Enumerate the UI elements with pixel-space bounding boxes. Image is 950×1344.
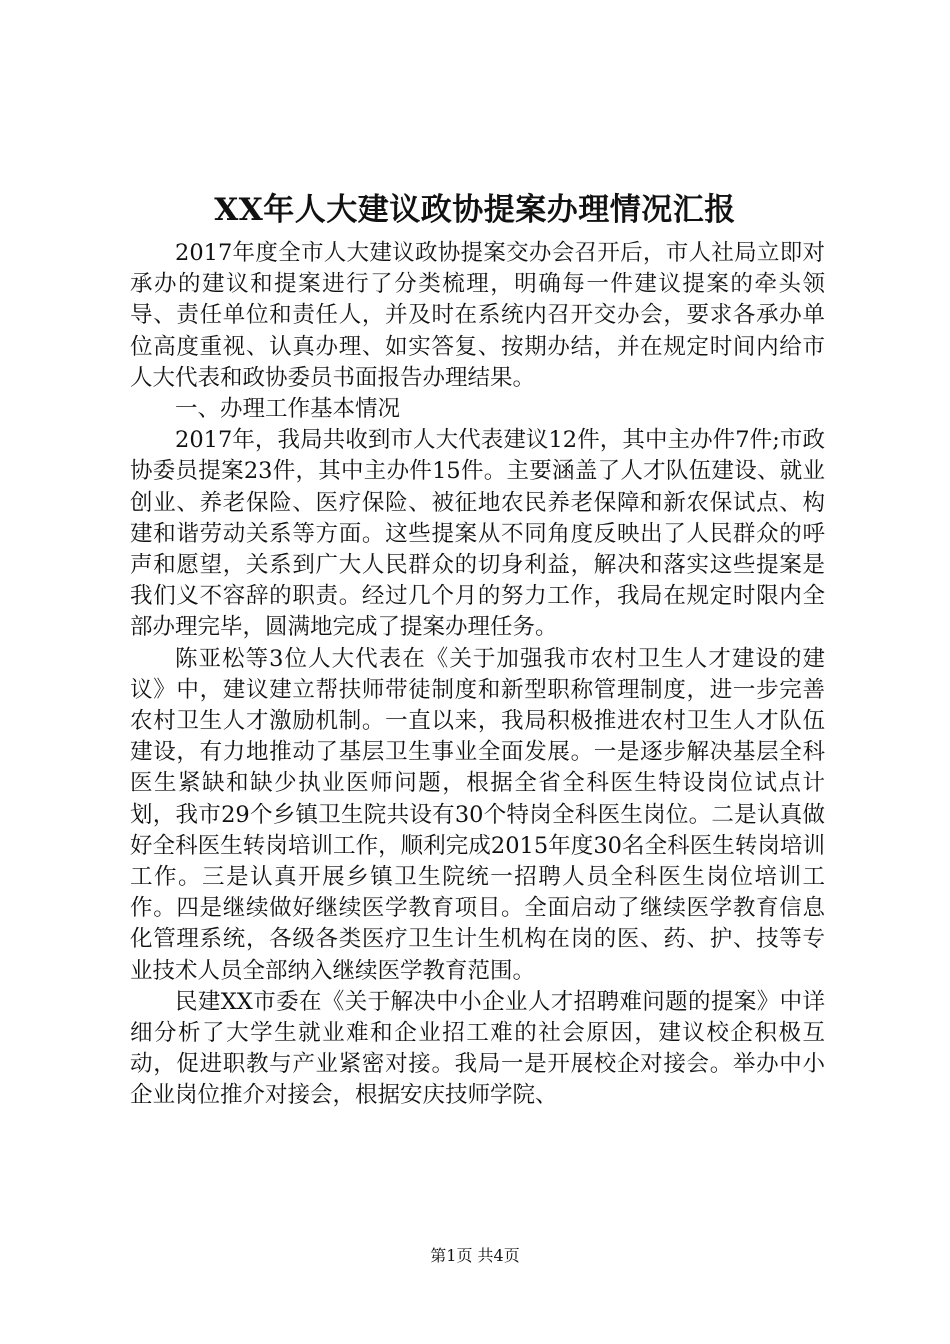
page-footer: 第1页 共4页 bbox=[430, 1246, 520, 1265]
paragraph-sme-recruitment: 民建XX市委在《关于解决中小企业人才招聘难问题的提案》中详细分析了大学生就业难和企业招工难的社会原因，建议校企积极互动，促进职教与产业紧密对接。我局一是开展校企对接会。举办中小企业岗位推介对接会，根据安庆技师学院、 bbox=[130, 988, 825, 1109]
paragraph-rural-health: 陈亚松等3位人大代表在《关于加强我市农村卫生人才建设的建议》中，建议建立帮扶师带徒制度和新型职称管理制度，进一步完善农村卫生人才激励机制。一直以来，我局积极推进农村卫生人才队伍建设，有力地推动了基层卫生事业全面发展。一是逐步解决基层全科医生紧缺和缺少执业医师问题，根据全省全科医生特设岗位试点计划，我市29个乡镇卫生院共设有30个特岗全科医生岗位。二是认真做好全科医生转岗培训工作，顺利完成2015年度30名全科医生转岗培训工作。三是认真开展乡镇卫生院统一招聘人员全科医生岗位培训工作。四是继续做好继续医学教育项目。全面启动了继续医学教育信息化管理系统，各级各类医疗卫生计生机构在岗的医、药、护、技等专业技术人员全部纳入继续医学教育范围。 bbox=[130, 645, 825, 984]
document-title: XX年人大建议政协提案办理情况汇报 bbox=[214, 192, 736, 228]
paragraph-overview: 2017年，我局共收到市人大代表建议12件，其中主办件7件;市政协委员提案23件，其中主办件15件。主要涵盖了人才队伍建设、就业创业、养老保险、医疗保险、被征地农民养老保障和新农保试点、构建和谐劳动关系等方面。这些提案从不同角度反映出了人民群众的呼声和愿望，关系到广大人民群众的切身利益，解决和落实这些提案是我们义不容辞的职责。经过几个月的努力工作，我局在规定时限内全部办理完毕，圆满地完成了提案办理任务。 bbox=[130, 427, 825, 641]
section-heading: 一、办理工作基本情况 bbox=[175, 396, 401, 423]
paragraph-intro: 2017年度全市人大建议政协提案交办会召开后，市人社局立即对承办的建议和提案进行了分类梳理，明确每一件建议提案的牵头领导、责任单位和责任人，并及时在系统内召开交办会，要求各承办单位高度重视、认真办理、如实答复、按期办结，并在规定时间内给市人大代表和政协委员书面报告办理结果。 bbox=[130, 240, 825, 391]
document-body bbox=[130, 238, 825, 1112]
